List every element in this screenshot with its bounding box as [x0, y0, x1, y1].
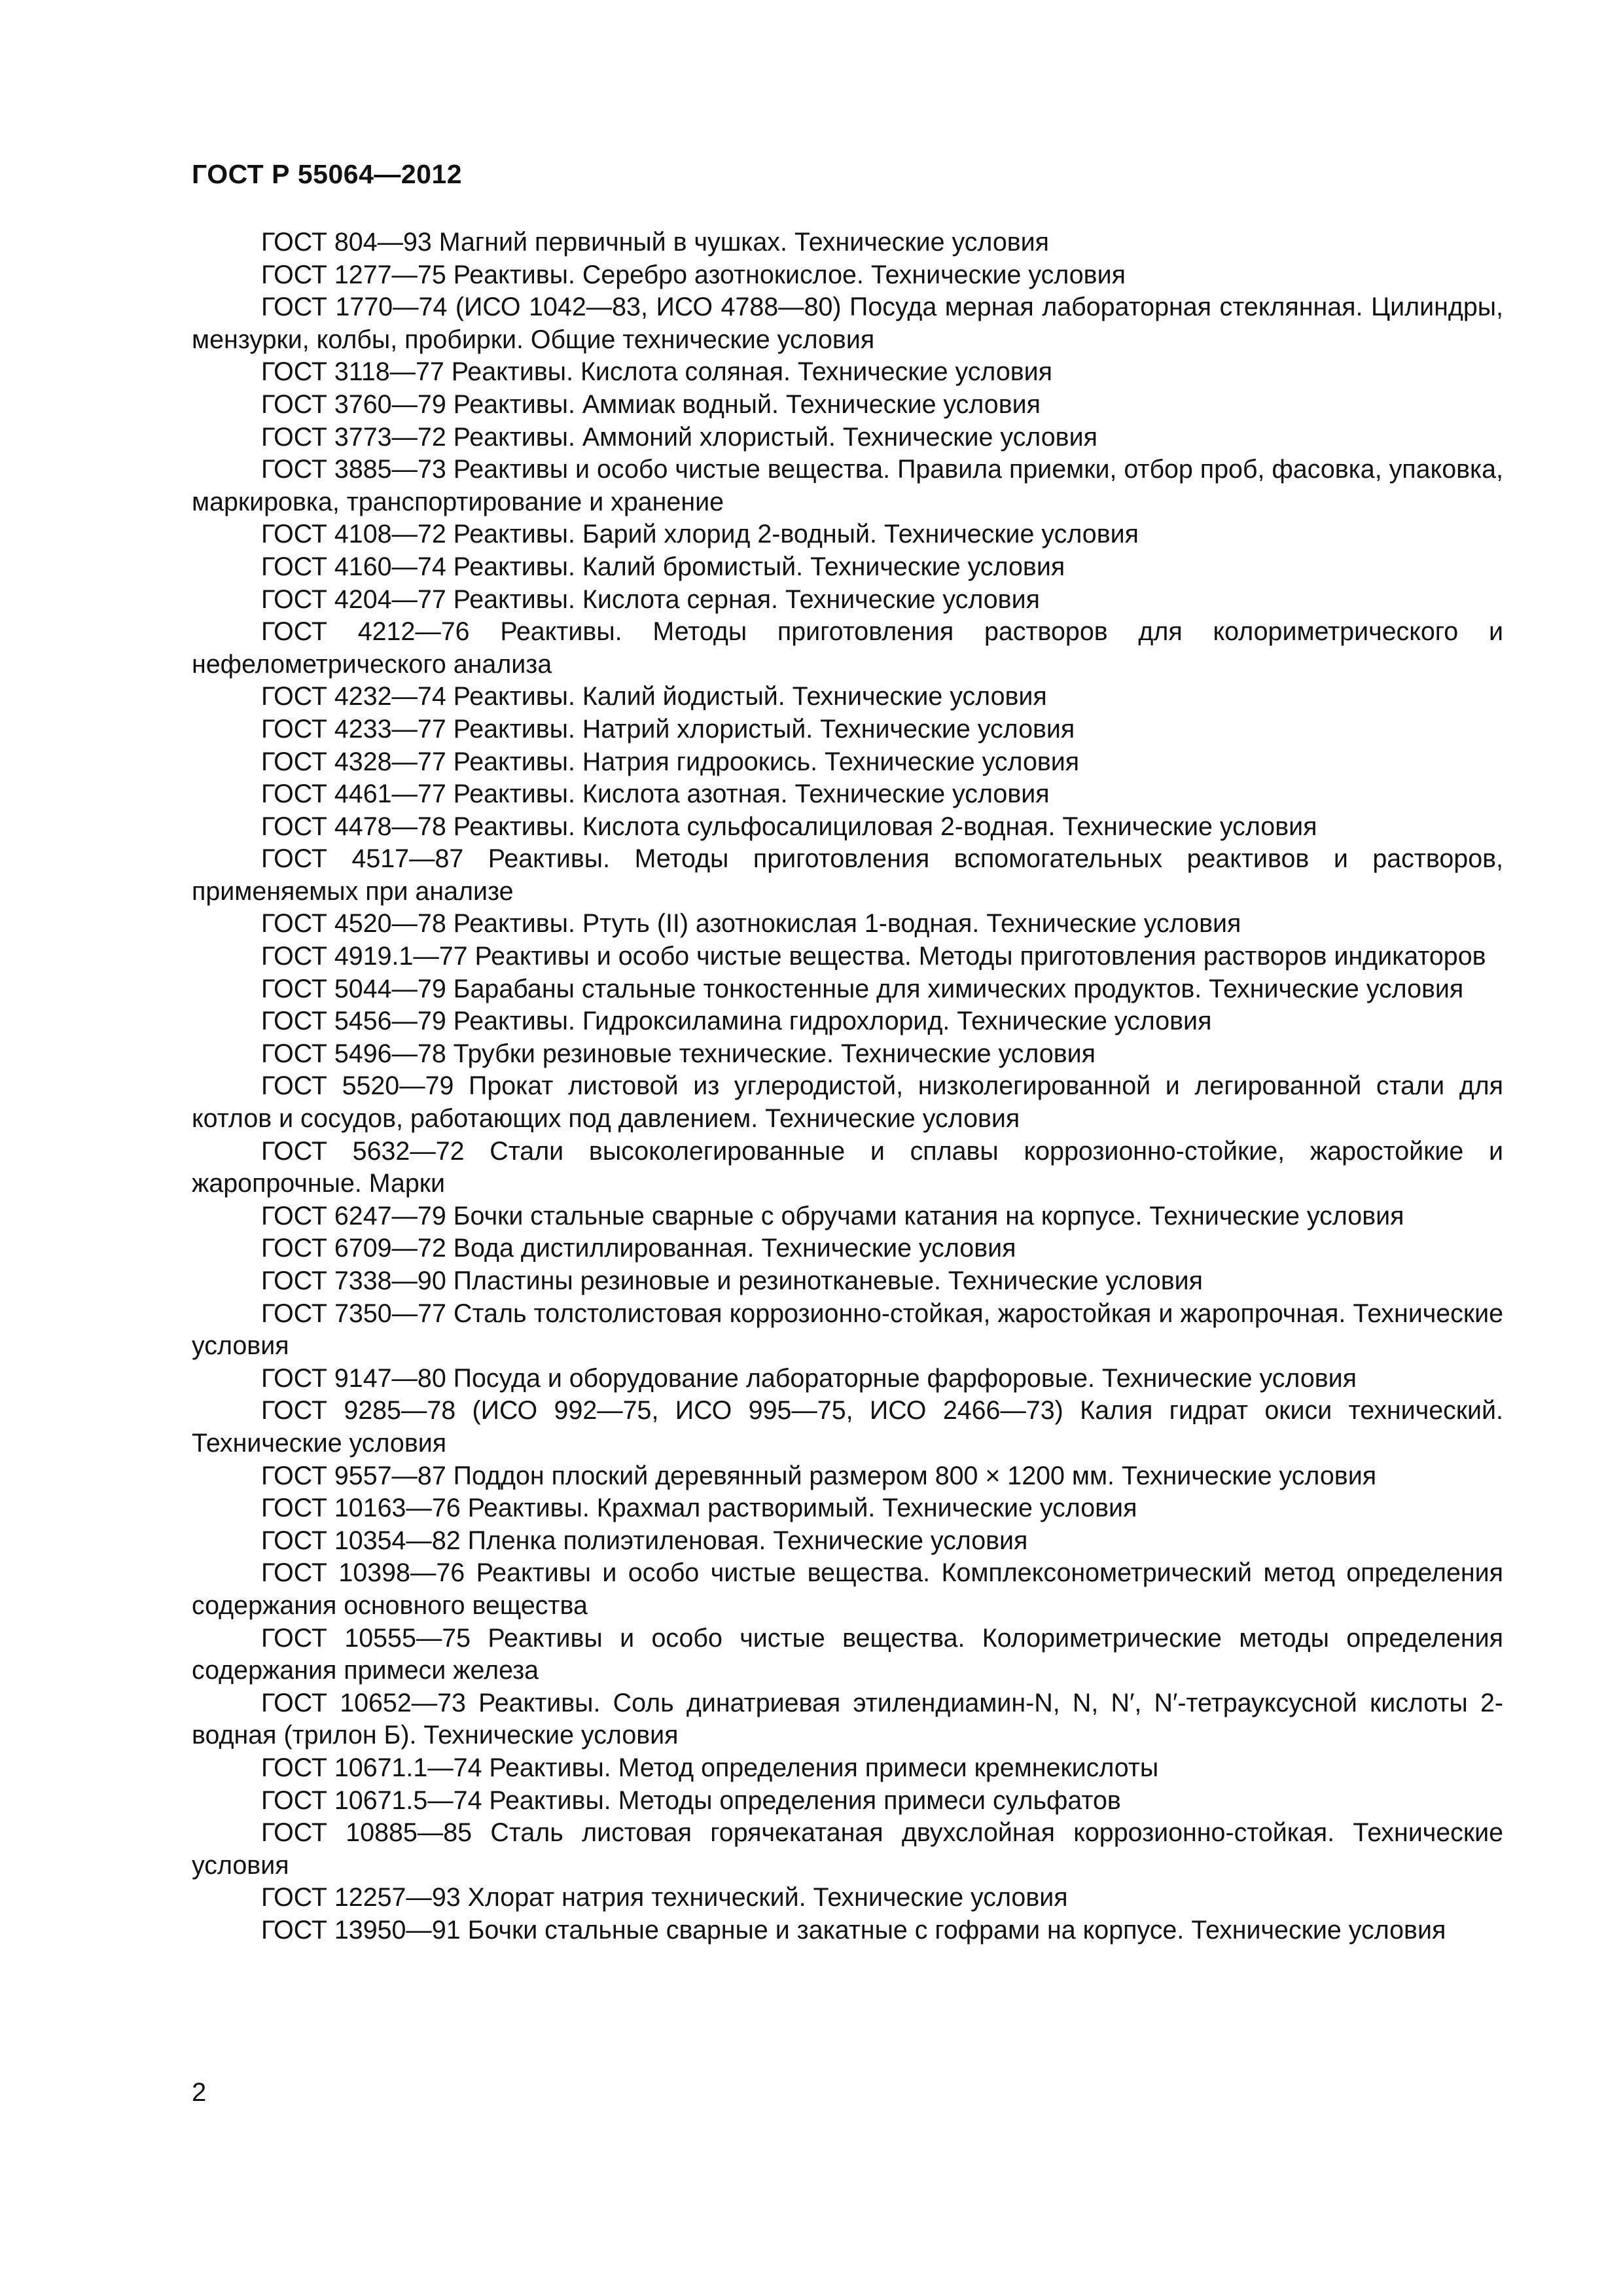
reference-item: ГОСТ 6247—79 Бочки стальные сварные с обручами катания на корпусе. Технические условия [261, 1201, 1404, 1230]
reference-item: ГОСТ 4233—77 Реактивы. Натрий хлористый. Технические условия [261, 714, 1075, 744]
reference-item: ГОСТ 3760—79 Реактивы. Аммиак водный. Технические условия [261, 389, 1041, 419]
reference-item: ГОСТ 4212—76 Реактивы. Методы приготовления растворов для колориметрического и нефелометрического анализа [192, 617, 1503, 679]
reference-item: ГОСТ 1277—75 Реактивы. Серебро азотнокислое. Технические условия [261, 260, 1126, 289]
reference-item: ГОСТ 10398—76 Реактивы и особо чистые вещества. Комплексонометрический метод определения содержания основного вещества [192, 1558, 1503, 1620]
reference-item: ГОСТ 5496—78 Трубки резиновые технические. Технические условия [261, 1039, 1096, 1068]
reference-item: ГОСТ 5520—79 Прокат листовой из углеродистой, низколегированной и легированной стали для котлов и сосудов, работающих под давлением. Технические условия [192, 1071, 1503, 1134]
page-number: 2 [192, 2078, 207, 2107]
reference-item: ГОСТ 5632—72 Стали высоколегированные и сплавы коррозионно-стойкие, жаростойкие и жаропрочные. Марки [192, 1136, 1503, 1198]
reference-item: ГОСТ 4919.1—77 Реактивы и особо чистые вещества. Методы приготовления растворов индикаторов [261, 942, 1486, 971]
reference-item: ГОСТ 3773—72 Реактивы. Аммоний хлористый. Технические условия [261, 422, 1097, 452]
reference-item: ГОСТ 5456—79 Реактивы. Гидроксиламина гидрохлорид. Технические условия [261, 1007, 1212, 1036]
reference-item: ГОСТ 10671.1—74 Реактивы. Метод определения примеси кремнекислоты [261, 1753, 1159, 1782]
reference-item: ГОСТ 9557—87 Поддон плоский деревянный размером 800 × 1200 мм. Технические условия [261, 1461, 1377, 1490]
reference-item: ГОСТ 13950—91 Бочки стальные сварные и закатные с гофрами на корпусе. Технические условия [261, 1915, 1446, 1945]
reference-item: ГОСТ 5044—79 Барабаны стальные тонкостенные для химических продуктов. Технические условия [261, 974, 1464, 1003]
reference-item: ГОСТ 3885—73 Реактивы и особо чистые вещества. Правила приемки, отбор проб, фасовка, упаковка, маркировка, транспортирование и хранение [192, 455, 1503, 516]
reference-item: ГОСТ 4517—87 Реактивы. Методы приготовления вспомогательных реактивов и растворов, применяемых при анализе [192, 844, 1503, 906]
reference-item: ГОСТ 3118—77 Реактивы. Кислота соляная. Технические условия [261, 357, 1052, 387]
reference-item: ГОСТ 6709—72 Вода дистиллированная. Технические условия [261, 1234, 1016, 1263]
reference-item: ГОСТ 9285—78 (ИСО 992—75, ИСО 995—75, ИСО 2466—73) Калия гидрат окиси технический. Технические условия [192, 1396, 1503, 1458]
reference-item: ГОСТ 10354—82 Пленка полиэтиленовая. Технические условия [261, 1526, 1028, 1555]
reference-item: ГОСТ 10671.5—74 Реактивы. Методы определения примеси сульфатов [261, 1785, 1121, 1815]
reference-item: ГОСТ 4520—78 Реактивы. Ртуть (II) азотнокислая 1-водная. Технические условия [261, 909, 1241, 939]
reference-item: ГОСТ 4204—77 Реактивы. Кислота серная. Технические условия [261, 584, 1040, 614]
reference-item: ГОСТ 9147—80 Посуда и оборудование лабораторные фарфоровые. Технические условия [261, 1363, 1357, 1393]
reference-item: ГОСТ 804—93 Магний первичный в чушках. Технические условия [261, 228, 1049, 257]
reference-item: ГОСТ 4328—77 Реактивы. Натрия гидроокись. Технические условия [261, 747, 1080, 776]
reference-item: ГОСТ 4232—74 Реактивы. Калий йодистый. Технические условия [261, 682, 1047, 711]
reference-item: ГОСТ 4108—72 Реактивы. Барий хлорид 2-водный. Технические условия [261, 520, 1139, 549]
reference-item: ГОСТ 4478—78 Реактивы. Кислота сульфосалициловая 2-водная. Технические условия [261, 812, 1317, 841]
reference-item: ГОСТ 4461—77 Реактивы. Кислота азотная. Технические условия [261, 780, 1050, 809]
reference-item: ГОСТ 10652—73 Реактивы. Соль динатриевая этилендиамин-N, N, N′, N′-тетрауксусной кислоты 2-водная (трилон Б). Технические условия [192, 1688, 1503, 1750]
reference-item: ГОСТ 12257—93 Хлорат натрия технический. Технические условия [261, 1883, 1068, 1912]
reference-item: ГОСТ 10555—75 Реактивы и особо чистые вещества. Колориметрические методы определения содержания примеси железа [192, 1623, 1503, 1685]
reference-item: ГОСТ 7350—77 Сталь толстолистовая коррозионно-стойкая, жаростойкая и жаропрочная. Технические условия [192, 1299, 1503, 1361]
reference-item: ГОСТ 10885—85 Сталь листовая горячекатаная двухслойная коррозионно-стойкая. Технические условия [192, 1818, 1503, 1880]
reference-item: ГОСТ 1770—74 (ИСО 1042—83, ИСО 4788—80) Посуда мерная лабораторная стеклянная. Цилиндры, мензурки, колбы, пробирки. Общие технические условия [192, 293, 1503, 354]
document-header: ГОСТ Р 55064—2012 [192, 159, 463, 189]
reference-item: ГОСТ 4160—74 Реактивы. Калий бромистый. Технические условия [261, 552, 1065, 581]
reference-item: ГОСТ 10163—76 Реактивы. Крахмал растворимый. Технические условия [261, 1494, 1137, 1523]
normative-references-list [192, 226, 1503, 1946]
reference-item: ГОСТ 7338—90 Пластины резиновые и резинотканевые. Технические условия [261, 1266, 1203, 1295]
